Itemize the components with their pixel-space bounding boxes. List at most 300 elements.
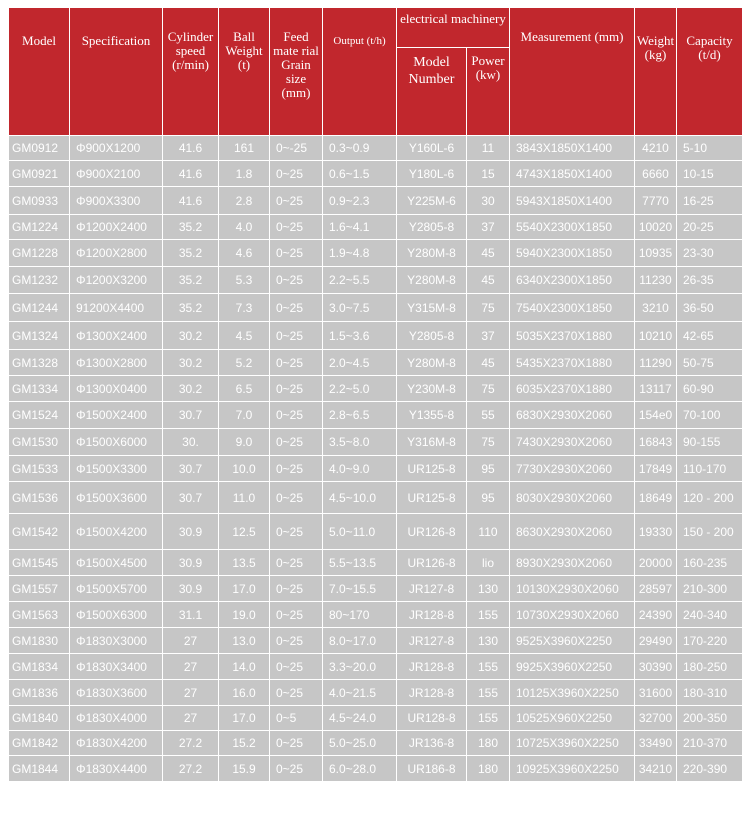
cell-output: 5.0~11.0 <box>323 514 397 550</box>
table-row <box>9 654 743 680</box>
cell-motor-model: JR128-8 <box>397 602 467 628</box>
cell-weight: 32700 <box>635 706 677 731</box>
cell-weight: 16843 <box>635 429 677 456</box>
cell-measurement: 5940X2300X1850 <box>510 240 635 267</box>
cell-output: 6.0~28.0 <box>323 756 397 782</box>
cell-ball-weight: 1.8 <box>219 161 270 187</box>
cell-output: 1.9~4.8 <box>323 240 397 267</box>
table-row <box>9 550 743 576</box>
cell-feed-size: 0~25 <box>270 294 323 322</box>
cell-weight: 6660 <box>635 161 677 187</box>
cell-model: GM1533 <box>9 456 70 482</box>
cell-model: GM0912 <box>9 136 70 161</box>
cell-motor-model: UR126-8 <box>397 514 467 550</box>
cell-power: 55 <box>467 402 510 429</box>
header-output: Output (t/h) <box>323 8 397 136</box>
cell-ball-weight: 14.0 <box>219 654 270 680</box>
cell-capacity: 110-170 <box>677 456 743 482</box>
cell-specification: Φ1200X2800 <box>70 240 163 267</box>
cell-power: 180 <box>467 756 510 782</box>
cell-specification: Φ1500X6000 <box>70 429 163 456</box>
cell-motor-model: JR136-8 <box>397 731 467 756</box>
cell-cylinder-speed: 41.6 <box>163 161 219 187</box>
cell-measurement: 10125X3960X2250 <box>510 680 635 706</box>
cell-capacity: 50-75 <box>677 350 743 376</box>
cell-output: 80~170 <box>323 602 397 628</box>
cell-cylinder-speed: 27 <box>163 654 219 680</box>
cell-weight: 4210 <box>635 136 677 161</box>
cell-model: GM1844 <box>9 756 70 782</box>
cell-cylinder-speed: 30.2 <box>163 322 219 350</box>
header-capacity: Capacity (t/d) <box>677 8 743 136</box>
cell-output: 3.0~7.5 <box>323 294 397 322</box>
cell-measurement: 9525X3960X2250 <box>510 628 635 654</box>
cell-feed-size: 0~25 <box>270 240 323 267</box>
cell-capacity: 160-235 <box>677 550 743 576</box>
cell-motor-model: Y230M-8 <box>397 376 467 402</box>
table-row <box>9 628 743 654</box>
cell-model: GM1232 <box>9 267 70 294</box>
cell-ball-weight: 19.0 <box>219 602 270 628</box>
cell-cylinder-speed: 35.2 <box>163 240 219 267</box>
cell-feed-size: 0~25 <box>270 628 323 654</box>
cell-measurement: 8930X2930X2060 <box>510 550 635 576</box>
cell-measurement: 6830X2930X2060 <box>510 402 635 429</box>
cell-feed-size: 0~25 <box>270 267 323 294</box>
cell-cylinder-speed: 30. <box>163 429 219 456</box>
cell-output: 7.0~15.5 <box>323 576 397 602</box>
cell-power: 37 <box>467 215 510 240</box>
cell-model: GM1840 <box>9 706 70 731</box>
cell-specification: Φ1500X4200 <box>70 514 163 550</box>
cell-ball-weight: 17.0 <box>219 706 270 731</box>
table-row <box>9 187 743 215</box>
cell-specification: Φ1830X4400 <box>70 756 163 782</box>
cell-capacity: 240-340 <box>677 602 743 628</box>
cell-capacity: 10-15 <box>677 161 743 187</box>
cell-feed-size: 0~25 <box>270 161 323 187</box>
cell-capacity: 210-300 <box>677 576 743 602</box>
cell-ball-weight: 4.6 <box>219 240 270 267</box>
cell-capacity: 180-250 <box>677 654 743 680</box>
cell-weight: 154e0 <box>635 402 677 429</box>
cell-measurement: 10730X2930X2060 <box>510 602 635 628</box>
cell-weight: 20000 <box>635 550 677 576</box>
cell-motor-model: JR127-8 <box>397 628 467 654</box>
cell-model: GM1324 <box>9 322 70 350</box>
header-weight: Weight (kg) <box>635 8 677 136</box>
header-cylinder-speed: Cylinder speed (r/min) <box>163 8 219 136</box>
cell-motor-model: Y280M-8 <box>397 240 467 267</box>
header-power: Power (kw) <box>467 48 510 136</box>
cell-cylinder-speed: 30.7 <box>163 482 219 514</box>
cell-power: 130 <box>467 628 510 654</box>
cell-model: GM1542 <box>9 514 70 550</box>
cell-power: 45 <box>467 240 510 267</box>
cell-ball-weight: 5.2 <box>219 350 270 376</box>
cell-feed-size: 0~25 <box>270 731 323 756</box>
cell-specification: Φ1500X2400 <box>70 402 163 429</box>
cell-feed-size: 0~25 <box>270 576 323 602</box>
cell-feed-size: 0~25 <box>270 187 323 215</box>
cell-output: 2.2~5.5 <box>323 267 397 294</box>
cell-capacity: 170-220 <box>677 628 743 654</box>
cell-model: GM1328 <box>9 350 70 376</box>
cell-output: 4.5~24.0 <box>323 706 397 731</box>
cell-power: 11 <box>467 136 510 161</box>
cell-power: 75 <box>467 376 510 402</box>
cell-measurement: 7730X2930X2060 <box>510 456 635 482</box>
cell-model: GM1836 <box>9 680 70 706</box>
header-ball-weight: Ball Weight (t) <box>219 8 270 136</box>
cell-feed-size: 0~25 <box>270 550 323 576</box>
cell-cylinder-speed: 30.9 <box>163 576 219 602</box>
cell-weight: 3210 <box>635 294 677 322</box>
cell-ball-weight: 17.0 <box>219 576 270 602</box>
cell-motor-model: UR125-8 <box>397 482 467 514</box>
cell-ball-weight: 2.8 <box>219 187 270 215</box>
cell-specification: 91200X4400 <box>70 294 163 322</box>
cell-power: 180 <box>467 731 510 756</box>
cell-capacity: 23-30 <box>677 240 743 267</box>
table-row <box>9 456 743 482</box>
cell-motor-model: Y160L-6 <box>397 136 467 161</box>
cell-weight: 10935 <box>635 240 677 267</box>
cell-ball-weight: 11.0 <box>219 482 270 514</box>
cell-ball-weight: 161 <box>219 136 270 161</box>
cell-power: 155 <box>467 654 510 680</box>
cell-feed-size: 0~25 <box>270 376 323 402</box>
cell-capacity: 120 - 200 <box>677 482 743 514</box>
cell-motor-model: Y1355-8 <box>397 402 467 429</box>
table-row <box>9 731 743 756</box>
cell-cylinder-speed: 30.9 <box>163 550 219 576</box>
cell-weight: 18649 <box>635 482 677 514</box>
cell-measurement: 10725X3960X2250 <box>510 731 635 756</box>
cell-ball-weight: 16.0 <box>219 680 270 706</box>
table-row <box>9 136 743 161</box>
cell-model: GM1563 <box>9 602 70 628</box>
cell-capacity: 60-90 <box>677 376 743 402</box>
cell-model: GM0921 <box>9 161 70 187</box>
cell-power: 155 <box>467 680 510 706</box>
cell-output: 1.5~3.6 <box>323 322 397 350</box>
cell-capacity: 42-65 <box>677 322 743 350</box>
cell-power: 45 <box>467 267 510 294</box>
cell-specification: Φ1830X3400 <box>70 654 163 680</box>
cell-model: GM1524 <box>9 402 70 429</box>
cell-output: 0.6~1.5 <box>323 161 397 187</box>
cell-ball-weight: 4.5 <box>219 322 270 350</box>
cell-specification: Φ1500X3300 <box>70 456 163 482</box>
cell-weight: 34210 <box>635 756 677 782</box>
cell-capacity: 210-370 <box>677 731 743 756</box>
cell-measurement: 10130X2930X2060 <box>510 576 635 602</box>
table-row <box>9 215 743 240</box>
cell-capacity: 220-390 <box>677 756 743 782</box>
cell-specification: Φ1200X3200 <box>70 267 163 294</box>
cell-ball-weight: 15.9 <box>219 756 270 782</box>
table-row <box>9 482 743 514</box>
table-row <box>9 402 743 429</box>
header-specification: Specification <box>70 8 163 136</box>
cell-ball-weight: 13.5 <box>219 550 270 576</box>
table-row <box>9 240 743 267</box>
cell-model: GM1830 <box>9 628 70 654</box>
cell-motor-model: UR125-8 <box>397 456 467 482</box>
cell-model: GM1228 <box>9 240 70 267</box>
cell-motor-model: Y225M-6 <box>397 187 467 215</box>
cell-model: GM0933 <box>9 187 70 215</box>
cell-ball-weight: 5.3 <box>219 267 270 294</box>
cell-model: GM1557 <box>9 576 70 602</box>
cell-power: 75 <box>467 294 510 322</box>
cell-cylinder-speed: 27 <box>163 680 219 706</box>
cell-feed-size: 0~25 <box>270 402 323 429</box>
cell-feed-size: 0~25 <box>270 514 323 550</box>
cell-power: 130 <box>467 576 510 602</box>
cell-output: 4.0~9.0 <box>323 456 397 482</box>
cell-capacity: 150 - 200 <box>677 514 743 550</box>
cell-measurement: 4743X1850X1400 <box>510 161 635 187</box>
cell-ball-weight: 12.5 <box>219 514 270 550</box>
table-row <box>9 680 743 706</box>
cell-measurement: 5943X1850X1400 <box>510 187 635 215</box>
cell-motor-model: JR127-8 <box>397 576 467 602</box>
table-row <box>9 350 743 376</box>
cell-specification: Φ900X1200 <box>70 136 163 161</box>
cell-specification: Φ1300X0400 <box>70 376 163 402</box>
cell-specification: Φ1200X2400 <box>70 215 163 240</box>
cell-weight: 10020 <box>635 215 677 240</box>
cell-cylinder-speed: 30.2 <box>163 350 219 376</box>
cell-weight: 33490 <box>635 731 677 756</box>
cell-power: 30 <box>467 187 510 215</box>
cell-specification: Φ1830X3000 <box>70 628 163 654</box>
table-row <box>9 514 743 550</box>
cell-feed-size: 0~-25 <box>270 136 323 161</box>
table-row <box>9 576 743 602</box>
cell-feed-size: 0~25 <box>270 322 323 350</box>
cell-motor-model: JR128-8 <box>397 680 467 706</box>
cell-measurement: 6035X2370X1880 <box>510 376 635 402</box>
cell-cylinder-speed: 31.1 <box>163 602 219 628</box>
cell-output: 5.0~25.0 <box>323 731 397 756</box>
cell-output: 2.8~6.5 <box>323 402 397 429</box>
table-row <box>9 267 743 294</box>
cell-power: 155 <box>467 706 510 731</box>
cell-capacity: 36-50 <box>677 294 743 322</box>
cell-ball-weight: 13.0 <box>219 628 270 654</box>
table-row <box>9 602 743 628</box>
cell-cylinder-speed: 35.2 <box>163 294 219 322</box>
cell-output: 2.2~5.0 <box>323 376 397 402</box>
cell-power: 15 <box>467 161 510 187</box>
cell-measurement: 7540X2300X1850 <box>510 294 635 322</box>
cell-ball-weight: 7.0 <box>219 402 270 429</box>
cell-capacity: 5-10 <box>677 136 743 161</box>
cell-output: 4.0~21.5 <box>323 680 397 706</box>
cell-feed-size: 0~25 <box>270 602 323 628</box>
cell-power: 110 <box>467 514 510 550</box>
cell-ball-weight: 6.5 <box>219 376 270 402</box>
cell-model: GM1834 <box>9 654 70 680</box>
cell-power: 95 <box>467 456 510 482</box>
cell-measurement: 5435X2370X1880 <box>510 350 635 376</box>
cell-ball-weight: 4.0 <box>219 215 270 240</box>
cell-ball-weight: 7.3 <box>219 294 270 322</box>
cell-cylinder-speed: 41.6 <box>163 136 219 161</box>
cell-specification: Φ1300X2400 <box>70 322 163 350</box>
cell-cylinder-speed: 35.2 <box>163 267 219 294</box>
cell-output: 5.5~13.5 <box>323 550 397 576</box>
cell-motor-model: UR126-8 <box>397 550 467 576</box>
ball-mill-spec-table <box>8 7 743 782</box>
cell-cylinder-speed: 27 <box>163 628 219 654</box>
cell-cylinder-speed: 30.2 <box>163 376 219 402</box>
cell-measurement: 10925X3960X2250 <box>510 756 635 782</box>
cell-capacity: 70-100 <box>677 402 743 429</box>
cell-specification: Φ1830X4200 <box>70 731 163 756</box>
header-motor-model: Model Number <box>397 48 467 136</box>
cell-specification: Φ1830X4000 <box>70 706 163 731</box>
cell-weight: 7770 <box>635 187 677 215</box>
cell-output: 3.5~8.0 <box>323 429 397 456</box>
cell-feed-size: 0~25 <box>270 482 323 514</box>
cell-cylinder-speed: 27 <box>163 706 219 731</box>
cell-motor-model: Y2805-8 <box>397 215 467 240</box>
cell-cylinder-speed: 35.2 <box>163 215 219 240</box>
cell-motor-model: Y2805-8 <box>397 322 467 350</box>
cell-measurement: 10525X960X2250 <box>510 706 635 731</box>
cell-feed-size: 0~25 <box>270 215 323 240</box>
cell-measurement: 3843X1850X1400 <box>510 136 635 161</box>
cell-capacity: 200-350 <box>677 706 743 731</box>
cell-output: 4.5~10.0 <box>323 482 397 514</box>
table-row <box>9 756 743 782</box>
cell-output: 0.3~0.9 <box>323 136 397 161</box>
table-row <box>9 429 743 456</box>
cell-capacity: 20-25 <box>677 215 743 240</box>
table-row <box>9 376 743 402</box>
cell-motor-model: Y315M-8 <box>397 294 467 322</box>
cell-ball-weight: 15.2 <box>219 731 270 756</box>
cell-motor-model: UR186-8 <box>397 756 467 782</box>
cell-capacity: 90-155 <box>677 429 743 456</box>
cell-weight: 11290 <box>635 350 677 376</box>
cell-output: 0.9~2.3 <box>323 187 397 215</box>
cell-measurement: 8030X2930X2060 <box>510 482 635 514</box>
cell-model: GM1530 <box>9 429 70 456</box>
cell-weight: 17849 <box>635 456 677 482</box>
cell-specification: Φ1500X3600 <box>70 482 163 514</box>
cell-specification: Φ1500X5700 <box>70 576 163 602</box>
cell-power: lio <box>467 550 510 576</box>
cell-measurement: 9925X3960X2250 <box>510 654 635 680</box>
cell-cylinder-speed: 30.9 <box>163 514 219 550</box>
cell-feed-size: 0~25 <box>270 429 323 456</box>
cell-weight: 13117 <box>635 376 677 402</box>
cell-motor-model: UR128-8 <box>397 706 467 731</box>
table-body <box>9 136 743 782</box>
cell-output: 2.0~4.5 <box>323 350 397 376</box>
cell-output: 1.6~4.1 <box>323 215 397 240</box>
cell-weight: 24390 <box>635 602 677 628</box>
cell-output: 3.3~20.0 <box>323 654 397 680</box>
header-feed-size: Feed mate rial Grain size (mm) <box>270 8 323 136</box>
cell-capacity: 16-25 <box>677 187 743 215</box>
cell-model: GM1842 <box>9 731 70 756</box>
cell-measurement: 6340X2300X1850 <box>510 267 635 294</box>
table-row <box>9 294 743 322</box>
cell-feed-size: 0~25 <box>270 756 323 782</box>
cell-measurement: 5035X2370X1880 <box>510 322 635 350</box>
cell-specification: Φ900X3300 <box>70 187 163 215</box>
cell-feed-size: 0~25 <box>270 350 323 376</box>
cell-model: GM1224 <box>9 215 70 240</box>
cell-model: GM1334 <box>9 376 70 402</box>
cell-motor-model: Y180L-6 <box>397 161 467 187</box>
cell-power: 37 <box>467 322 510 350</box>
cell-specification: Φ900X2100 <box>70 161 163 187</box>
cell-capacity: 180-310 <box>677 680 743 706</box>
cell-motor-model: JR128-8 <box>397 654 467 680</box>
header-electrical-machinery: electrical machinery <box>397 8 510 48</box>
cell-power: 75 <box>467 429 510 456</box>
cell-weight: 28597 <box>635 576 677 602</box>
cell-ball-weight: 9.0 <box>219 429 270 456</box>
cell-cylinder-speed: 27.2 <box>163 731 219 756</box>
cell-model: GM1536 <box>9 482 70 514</box>
cell-power: 95 <box>467 482 510 514</box>
cell-measurement: 8630X2930X2060 <box>510 514 635 550</box>
cell-model: GM1244 <box>9 294 70 322</box>
cell-cylinder-speed: 30.7 <box>163 456 219 482</box>
cell-specification: Φ1300X2800 <box>70 350 163 376</box>
cell-power: 155 <box>467 602 510 628</box>
cell-measurement: 7430X2930X2060 <box>510 429 635 456</box>
cell-cylinder-speed: 41.6 <box>163 187 219 215</box>
cell-motor-model: Y280M-8 <box>397 350 467 376</box>
cell-motor-model: Y280M-8 <box>397 267 467 294</box>
cell-capacity: 26-35 <box>677 267 743 294</box>
cell-weight: 31600 <box>635 680 677 706</box>
cell-output: 8.0~17.0 <box>323 628 397 654</box>
cell-weight: 19330 <box>635 514 677 550</box>
cell-ball-weight: 10.0 <box>219 456 270 482</box>
cell-power: 45 <box>467 350 510 376</box>
table-row <box>9 706 743 731</box>
cell-weight: 10210 <box>635 322 677 350</box>
cell-measurement: 5540X2300X1850 <box>510 215 635 240</box>
cell-specification: Φ1500X4500 <box>70 550 163 576</box>
cell-weight: 11230 <box>635 267 677 294</box>
header-model: Model <box>9 8 70 136</box>
cell-feed-size: 0~25 <box>270 654 323 680</box>
cell-specification: Φ1500X6300 <box>70 602 163 628</box>
header-measurement: Measurement (mm) <box>510 8 635 136</box>
table-row <box>9 322 743 350</box>
cell-cylinder-speed: 27.2 <box>163 756 219 782</box>
cell-feed-size: 0~25 <box>270 456 323 482</box>
cell-weight: 30390 <box>635 654 677 680</box>
cell-motor-model: Y316M-8 <box>397 429 467 456</box>
table-row <box>9 161 743 187</box>
cell-model: GM1545 <box>9 550 70 576</box>
cell-weight: 29490 <box>635 628 677 654</box>
cell-feed-size: 0~25 <box>270 680 323 706</box>
cell-feed-size: 0~5 <box>270 706 323 731</box>
